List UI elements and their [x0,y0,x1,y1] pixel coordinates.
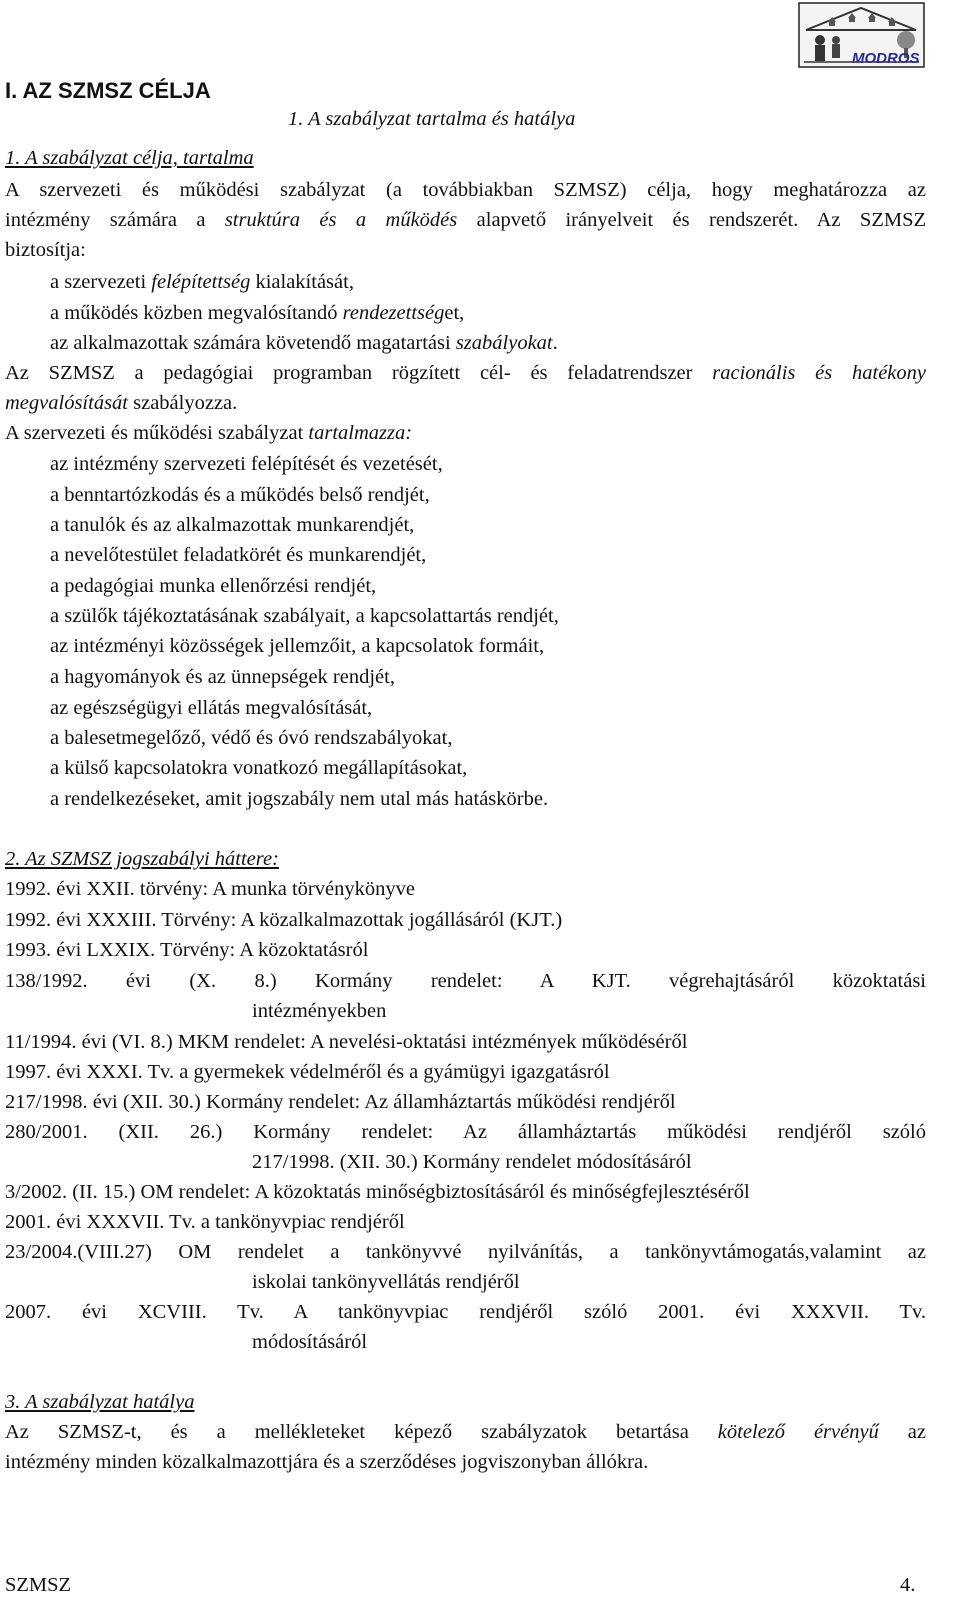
law-item: 280/2001. (XII. 26.) Kormány rendelet: Az államháztartás működési rendjéről szóló [5,1121,926,1143]
ensures-item: az alkalmazottak számára követendő magatartási szabályokat. [50,332,558,354]
contains-item: a tanulók és az alkalmazottak munkarendjét, [50,514,415,536]
contains-item: a pedagógiai munka ellenőrzési rendjét, [50,575,377,597]
page-number: 4. [900,1574,916,1596]
law-item: 11/1994. évi (VI. 8.) MKM rendelet: A nevelési-oktatási intézmények működéséről [5,1031,688,1053]
ensures-item: a működés közben megvalósítandó rendezettséget, [50,302,465,324]
contains-item: az intézményi közösségek jellemzőit, a kapcsolatok formáit, [50,635,545,657]
p1-line3: biztosítja: [5,239,86,261]
law-item-continuation: módosításáról [252,1331,368,1353]
contains-item: a szülők tájékoztatásának szabályait, a kapcsolattartás rendjét, [50,605,559,627]
law-item: 138/1992. évi (X. 8.) Kormány rendelet: A KJT. végrehajtásáról közoktatási [5,970,926,992]
law-item-continuation: 217/1998. (XII. 30.) Kormány rendelet módosításáról [252,1151,692,1173]
contains-item: az intézmény szervezeti felépítését és vezetését, [50,453,443,475]
law-item: 217/1998. évi (XII. 30.) Kormány rendelet: Az államháztartás működési rendjéről [5,1091,676,1113]
contains-item: a rendelkezéseket, amit jogszabály nem utal más hatáskörbe. [50,788,549,810]
part2-heading: 2. Az SZMSZ jogszabályi háttere: [5,848,279,870]
section-title: I. AZ SZMSZ CÉLJA [5,78,211,103]
law-item: 23/2004.(VIII.27) OM rendelet a tankönyvvé nyilvánítás, a tankönyvtámogatás,valamint az [5,1241,926,1263]
part1-heading: 1. A szabályzat célja, tartalma [5,147,254,169]
law-item: 1997. évi XXXI. Tv. a gyermekek védelméről és a gyámügyi igazgatásról [5,1061,610,1083]
p1-line2: intézmény számára a struktúra és a működés alapvető irányelveit és rendszerét. Az SZMSZ [5,209,926,231]
p2-line2: megvalósítását szabályozza. [5,392,238,414]
contains-item: a balesetmegelőző, védő és óvó rendszabályokat, [50,727,453,749]
law-item: 2007. évi XCVIII. Tv. A tankönyvpiac rendjéről szóló 2001. évi XXXVII. Tv. [5,1301,926,1323]
part3-line1: Az SZMSZ-t, és a mellékleteket képező szabályzatok betartása kötelező érvényű az [5,1421,926,1443]
p3-line: A szervezeti és működési szabályzat tartalmazza: [5,422,413,444]
school-logo [798,2,925,68]
contains-item: a külső kapcsolatokra vonatkozó megállapításokat, [50,757,468,779]
logo-text: MODROS [852,50,920,67]
law-item: 2001. évi XXXVII. Tv. a tankönyvpiac rendjéről [5,1211,405,1233]
footer-doc-name: SZMSZ [5,1574,72,1596]
chapter-title: 1. A szabályzat tartalma és hatálya [288,108,576,130]
law-item: 1993. évi LXXIX. Törvény: A közoktatásról [5,939,369,961]
law-item: 3/2002. (II. 15.) OM rendelet: A közoktatás minőségbiztosításáról és minőségfejlesztéséről [5,1181,750,1203]
part3-heading: 3. A szabályzat hatálya [5,1391,195,1413]
contains-item: a nevelőtestület feladatkörét és munkarendjét, [50,544,427,566]
law-item-continuation: intézményekben [252,1000,387,1022]
contains-item: a hagyományok és az ünnepségek rendjét, [50,666,395,688]
ensures-item: a szervezeti felépítettség kialakítását, [50,271,354,293]
contains-item: a benntartózkodás és a működés belső rendjét, [50,484,430,506]
law-item-continuation: iskolai tankönyvellátás rendjéről [252,1271,520,1293]
law-item: 1992. évi XXII. törvény: A munka törvénykönyve [5,878,415,900]
p2-line1: Az SZMSZ a pedagógiai programban rögzített cél- és feladatrendszer racionális és hatékony [5,362,926,384]
p1-line1: A szervezeti és működési szabályzat (a továbbiakban SZMSZ) célja, hogy meghatározza az [5,179,926,201]
part3-line2: intézmény minden közalkalmazottjára és a szerződéses jogviszonyban állókra. [5,1451,649,1473]
contains-item: az egészségügyi ellátás megvalósítását, [50,697,373,719]
law-item: 1992. évi XXXIII. Törvény: A közalkalmazottak jogállásáról (KJT.) [5,909,563,931]
